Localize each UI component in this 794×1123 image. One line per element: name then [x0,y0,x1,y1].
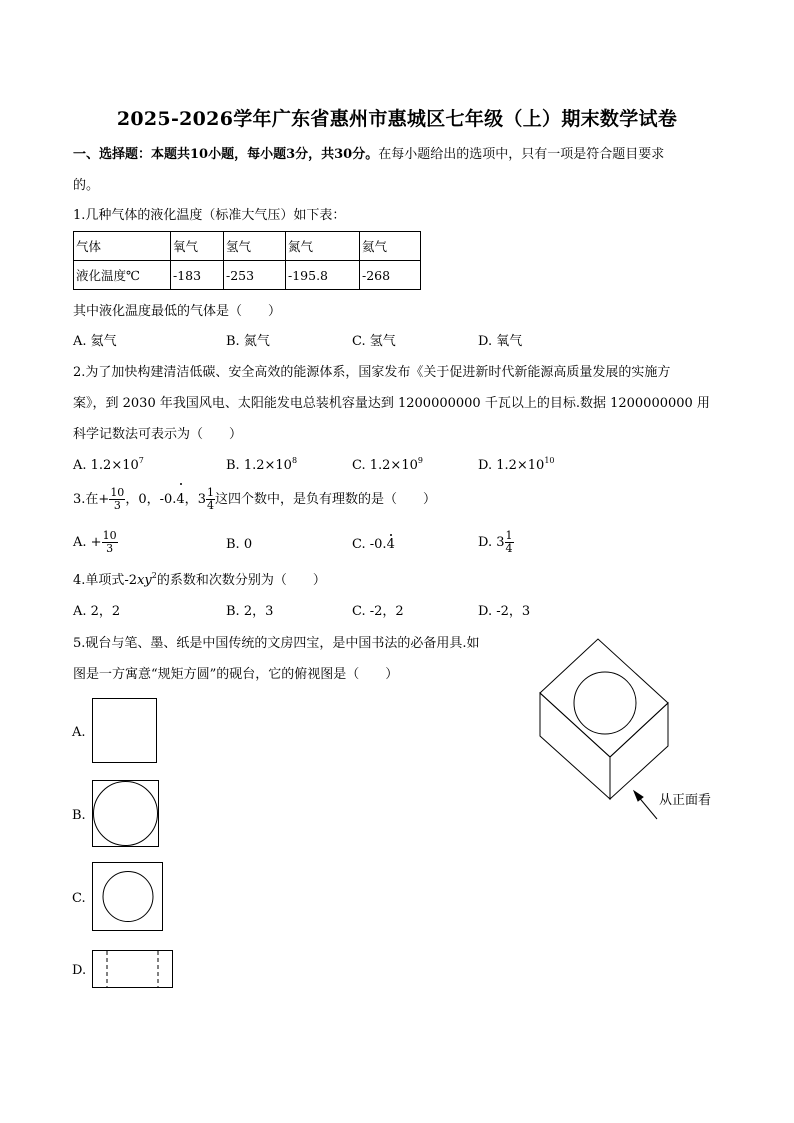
q4-option-d: D. -2，3 [478,604,531,619]
q4-exponent: 2 [151,571,157,580]
rectangle-outline [93,951,173,988]
q3-option-a-num: 10 [102,529,117,542]
q3-mid1: ，0， [125,492,160,507]
inkstone-circle [574,672,636,734]
q1-option-a: A. 氦气 [73,334,117,349]
q4-stem [73,572,326,590]
section-heading-bold: 一、选择题：本题共10小题，每小题3分，共30分。 [73,147,379,162]
q5-option-b-label: B. [72,808,86,823]
q2-option-c [352,457,423,475]
inkstone-right-face [610,703,668,799]
inkstone-top-face [540,639,668,757]
q3-prefix: 3.在 [73,492,99,507]
table-cell: 液化温度℃ [74,261,171,290]
q3-frac-den: 3 [113,499,121,512]
q3-frac-num: 10 [110,486,125,499]
table-cell: 氢气 [224,232,286,261]
q3-option-c-label: C. [352,537,366,552]
q3-mid2: ， [184,492,198,507]
q2-option-d-exp: 10 [544,456,555,465]
q2-option-c-exp: 9 [417,456,423,465]
q2-option-b-exp: 8 [291,456,298,465]
q1-stem: 1.几种气体的液化温度（标准大气压）如下表： [73,208,346,223]
table-cell: -195.8 [286,261,360,290]
q3-option-a-fraction [102,530,118,555]
q5-line1: 5.砚台与笔、墨、纸是中国传统的文房四宝，是中国书法的必备用具.如 [73,636,480,651]
q2-line3: 科学记数法可表示为（ ） [73,427,243,442]
q3-repeating-digit: 4 [176,485,184,515]
q5-option-a-figure [92,698,158,764]
q3-option-b: B. 0 [226,537,253,552]
table-cell: 氦气 [360,232,421,261]
q2-option-a-exp: 7 [138,456,144,465]
q3-plus: + [98,492,110,507]
q1-question: 其中液化温度最低的气体是（ ） [73,304,282,319]
q4-option-b: B. 2，3 [226,604,274,619]
view-direction-label: 从正面看 [659,793,712,808]
q5-option-d-label: D. [72,963,87,978]
q2-option-b-label: B. 1.2×10 [226,458,292,473]
q5-option-a-label: A. [72,725,86,740]
table-row [74,232,421,261]
q2-option-a [73,457,144,475]
gas-table [73,231,421,290]
q5-option-d-figure [92,950,174,990]
q3-suffix: 这四个数中，是负有理数的是（ ） [214,492,436,507]
q3-option-c-digit: 4 [386,537,395,552]
q3-option-a-label: A. [73,535,87,550]
q3-option-d-den: 4 [505,542,513,555]
q3-mixed-den: 4 [206,499,214,512]
square-outline [93,781,159,847]
section-heading-line2: 的。 [73,178,100,193]
q3-option-a-plus: + [90,535,102,550]
view-arrow-head [634,791,643,801]
q4-option-a: A. 2，2 [73,604,121,619]
q3-option-a-den: 3 [106,542,114,555]
q3-neg: -0. [159,492,177,507]
small-circle [103,872,153,922]
table-cell: -183 [171,261,224,290]
page-title: 2025-2026学年广东省惠州市惠城区七年级（上）期末数学试卷 [116,108,678,130]
table-cell: -253 [224,261,286,290]
q3-mixed-num: 1 [206,486,214,499]
q3-option-d-num: 1 [505,529,513,542]
section-heading-rest: 在每小题给出的选项中，只有一项是符合题目要求 [378,147,665,162]
q5-line2: 图是一方寓意“规矩方圆”的砚台，它的俯视图是（ ） [73,667,399,682]
q5-option-c-label: C. [72,891,86,906]
q2-line1: 2.为了加快构建清洁低碳、安全高效的能源体系，国家发布《关于促进新时代新能源高质量发展的实施方 [73,365,671,380]
q1-option-c: C. 氢气 [352,334,396,349]
q3-stem [73,485,436,515]
q2-option-a-label: A. 1.2×10 [73,458,139,473]
table-cell: 氮气 [286,232,360,261]
q3-option-d-fraction [505,530,514,555]
q3-option-d [478,528,514,558]
q1-option-b: B. 氮气 [226,334,270,349]
square-outline [93,699,157,763]
q5-option-c-figure [92,862,164,932]
q4-stem-a: 4.单项式-2 [73,573,138,588]
table-cell: 氧气 [171,232,224,261]
q1-option-d: D. 氧气 [478,334,523,349]
q3-option-c-neg: -0. [369,537,387,552]
q3-option-a [73,528,118,558]
q2-line2: 案》，到 2030 年我国风电、太阳能发电总装机容量达到 1200000000 千瓦以上的目标.数据 1200000000 用 [73,396,710,411]
q3-fraction [109,487,125,512]
q2-option-b [226,457,297,475]
q3-mixed-fraction [206,487,215,512]
table-cell: -268 [360,261,421,290]
q2-option-d-label: D. 1.2×10 [478,458,545,473]
table-row [74,261,421,290]
q2-option-c-label: C. 1.2×10 [352,458,418,473]
q2-option-d [478,457,555,475]
q3-option-d-whole: 3 [496,535,505,550]
large-circle [94,782,158,846]
section-heading [73,146,664,164]
q4-option-c: C. -2，2 [352,604,404,619]
q4-stem-b: 的系数和次数分别为（ ） [156,573,326,588]
q3-option-c [352,536,395,554]
table-cell: 气体 [74,232,171,261]
q3-mixed-whole: 3 [197,492,206,507]
q4-variable: xy [137,573,152,588]
q3-option-d-label: D. [478,535,493,550]
q5-option-b-figure [92,780,160,848]
